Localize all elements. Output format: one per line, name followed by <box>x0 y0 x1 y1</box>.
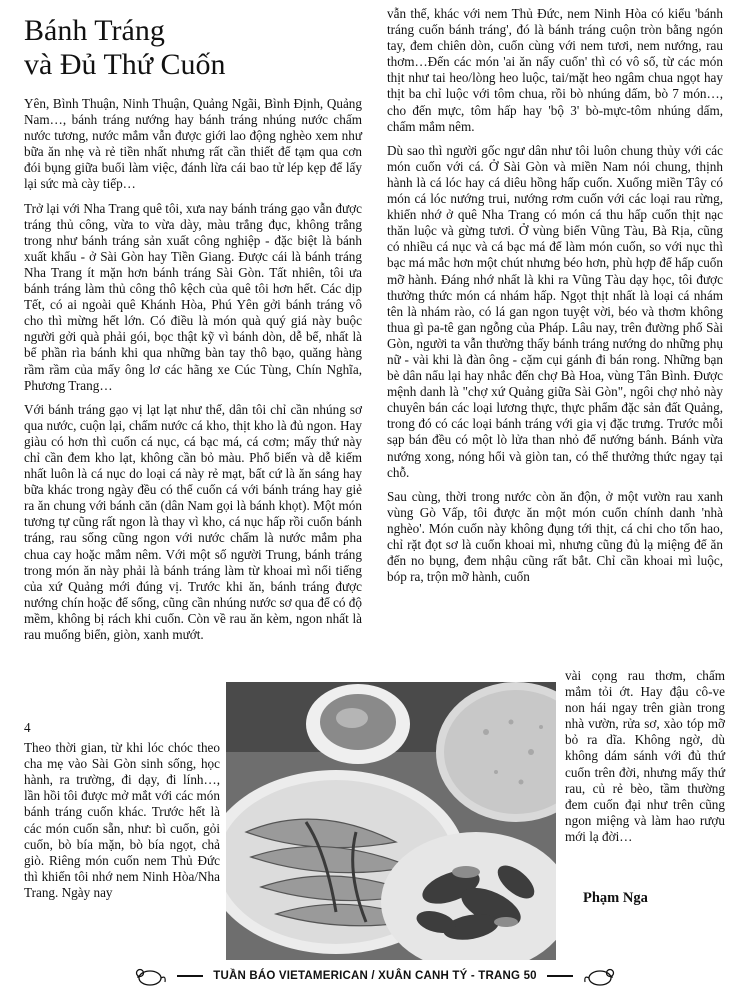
column-right-wrap: vài cọng rau thơm, chấm mắm tỏi ớt. Hay đậu cô-ve non hái ngay trên giàn trong nhà vườn, rửa sơ, xào tóp mỡ bỏ ra dĩa. Không ngờ, dù không dám sánh với đủ thứ cuốn trên đời, nhưng mấy thứ rau, củ rẻ bèo, tầm thường đem cuốn đại như trên cũng ngon miệng và làm hao rượu mới lạ đời… <box>565 668 725 844</box>
paragraph: Dù sao thì người gốc ngư dân như tôi luôn chung thủy với các món cuốn với cá. Ở Sài Gòn và miền Nam nói chung, thịnh hành là cá lóc hay cá diêu hồng hấp cuốn. Xuống miền Tây có món cá lóc nướng trui, nướng rơm cuốn với các loại rau rừng, khiến nhớ ở quê Nha Trang có món cá thu hấp cuốn thịt nạc thăn luộc và gừng tươi. Ở vùng biển Vũng Tàu, Bà Rịa, cũng có nhiều cá nục và cá bạc má để làm món cuốn, so với nục thì bạc má mắc hơn một chút nhưng béo hơn, phù hợp để hấp cuốn mỡ hành. Đáng nhớ nhất là khi ra Vũng Tàu dạy học, tôi được thưởng thức món cá nhám hấp. Ngọt thịt nhất là loại cá nhám tên là nhám rào, có lá gan ngon tuyệt vời, béo và thơm không thua gì pa-tê gan ngỗng của Pháp. Lâu nay, trên đường phố Sài Gòn, người ta vẫn thường thấy bánh tráng nướng do những phụ nữ - vài khi là đàn ông - cặm cụi gánh đi bán rong. Những bạn bè dân nẩu lại hay nhắc đến chợ Bà Hoa, vùng Tân Bình. Được mệnh danh là "chợ xứ Quảng giữa Sài Gòn", ngôi chợ nhỏ này chuyên bán các loại lương thực, thực phẩm đặc sản đất Quảng, trong đó có các loại bánh tráng với gia vị đặc trưng. Trước mỗi sạp bán đều có một lò lửa than nhỏ để nướng bánh. Bánh vừa nướng xong, nóng hổi và giòn tan, có thể thưởng thức ngay tại chỗ. <box>387 142 723 480</box>
paragraph: Với bánh tráng gạo vị lạt lạt như thế, dân tôi chỉ cần nhúng sơ qua nước, cuộn lại, chấm nước cá kho, thịt kho là đủ ngon. Hay giàu có hơn thì cuốn cá nục, cá bạc má, cá cơm; mấy thứ này chỉ cần đem kho lạt, không cần bỏ màu. Phổ biến và dễ kiếm nhất luôn là cá nục do loại cá này rẻ mạt, bất cứ là ăn sáng hay bữa khác trong ngày đều có thể cuốn cá với bánh tráng hay giẻ ra ăn chung với bánh căn (dân Nam gọi là bánh khọt). Một món tương tự cũng rất ngon là thay vì kho, cá nục hấp rồi cuốn bánh tráng, rau sống cũng ngon với nước chấm là nước mắm pha chua cay hoặc mắm nêm. Với một số người Trung, bánh tráng trong món ăn này phải là bánh tráng làm từ khoai mì nổi tiếng của xứ Quảng mới đúng vị. Trước khi ăn, bánh tráng được nướng chín hoặc để sống, cũng cần nhúng nước sơ qua để có độ mềm, không bị rách khi cuốn. Còn về rau ăn kèm, ngon nhất là rau muống biển, giòn, xanh mướt. <box>24 401 362 642</box>
paragraph: Trở lại với Nha Trang quê tôi, xưa nay bánh tráng gạo vẫn được tráng thủ công, vừa to vừa dày, màu trắng đục, không trắng trong như bánh tráng sản xuất công nghiệp - đặc biệt là bánh xuất khẩu - ở Sài Gòn hay Tiền Giang. Được cái là bánh tráng Nha Trang ít mặn hơn bánh tráng Sài Gòn. Tất nhiên, tôi ưa bánh tráng làm thủ công thô kệch của quê tôi hơn hết. Các dịp Tết, có ai ngoài quê Khánh Hòa, Phú Yên gởi bánh tráng vô cho thì mừng hết lớn. Có điều là món quà quý giá này buộc người gởi quà phải gói, bọc thật kỹ vì bánh dòn, dễ bể, nhất là bể phần rìa bánh khi qua những bàn tay thô bạo, quăng hàng rầm rầm của mấy ông lơ các hãng xe Cúc Tùng, Chín Nghĩa, Phương Trang… <box>24 200 362 393</box>
footer-rule-left <box>177 975 203 977</box>
page-footer <box>0 962 750 990</box>
paragraph: 4 <box>24 720 31 735</box>
author-name: Phạm Nga <box>583 890 648 906</box>
column-left-wrap <box>24 720 220 905</box>
article-title <box>24 14 364 82</box>
paragraph: Yên, Bình Thuận, Ninh Thuận, Quảng Ngãi, Bình Định, Quảng Nam…, bánh tráng nướng hay bánh tráng nhúng nước chấm nước tương, nước mắm vẫn được giới lao động nghèo xem như bữa ăn nhẹ và rẻ tiền nhất nhưng rất cần thiết để tạm qua cơn đói bụng giữa buổi làm việc, đánh lừa cái bao tử lép kẹp để lấy lại sức mà cày tiếp… <box>24 96 362 192</box>
footer-text: TUẦN BÁO VIETAMERICAN / XUÂN CANH TÝ - TRANG 50 <box>213 970 537 982</box>
paragraph: Sau cùng, thời trong nước còn ăn độn, ở một vườn rau xanh vùng Gò Vấp, tôi được ăn một món cuốn chính danh 'nhà nghèo'. Món cuốn này không đụng tới thịt, cá chi cho tốn hao, chỉ rặt đọt sơ là cuốn khoai mì, nhưng cũng đủ lạ miệng để ăn đến no bụng, đem nhậu cũng rất bắt. Chỉ cần khoai mì luộc, bóp ra, trộn mỡ hành, cuốn <box>387 488 723 585</box>
column-right <box>387 6 723 593</box>
paragraph: Theo thời gian, từ khi lóc chóc theo cha mẹ vào Sài Gòn sinh sống, học hành, ra trường, đi dạy, đi lính…, lần hồi tôi được mở mắt với các món bánh tráng cuốn khác. Trước hết là các món cuốn sẵn, như: bì cuốn, gỏi cuốn, bò bía mặn, bò bía ngọt, chả giò. Riêng món cuốn nem Thủ Đức thì khiến tôi nhớ nem Ninh Hòa/Nha Trang. Ngày nay <box>24 740 220 900</box>
food-photo-illustration <box>226 682 556 960</box>
mouse-right-icon <box>583 965 617 987</box>
food-photo <box>226 682 556 960</box>
paragraph: vẫn thế, khác với nem Thủ Đức, nem Ninh Hòa có kiểu 'bánh tráng cuốn bánh tráng', đó là bánh tráng cuộn tròn bằng ngón tay, đem chiên dòn, cuốn cùng với nem tươi, nem nướng, rau thơm…Đến các món 'ai ăn nấy cuốn' thì có vô số, từ các món thịt như tai heo/lòng heo luộc, tai/mặt heo ngâm chua ngọt hay thịt ba chỉ luộc với tôm chua, rồi bò nhúng dấm, bò 7 món…, cho đến mực, tôm hấp hay 'bộ 3' bò-mực-tôm nhúng dấm, chấm mắm nêm. <box>387 6 723 134</box>
title-line-2: và Đủ Thứ Cuốn <box>24 48 226 81</box>
mouse-left-icon <box>133 965 167 987</box>
footer-rule-right <box>547 975 573 977</box>
column-left <box>24 96 362 651</box>
title-line-1: Bánh Tráng <box>24 14 165 47</box>
